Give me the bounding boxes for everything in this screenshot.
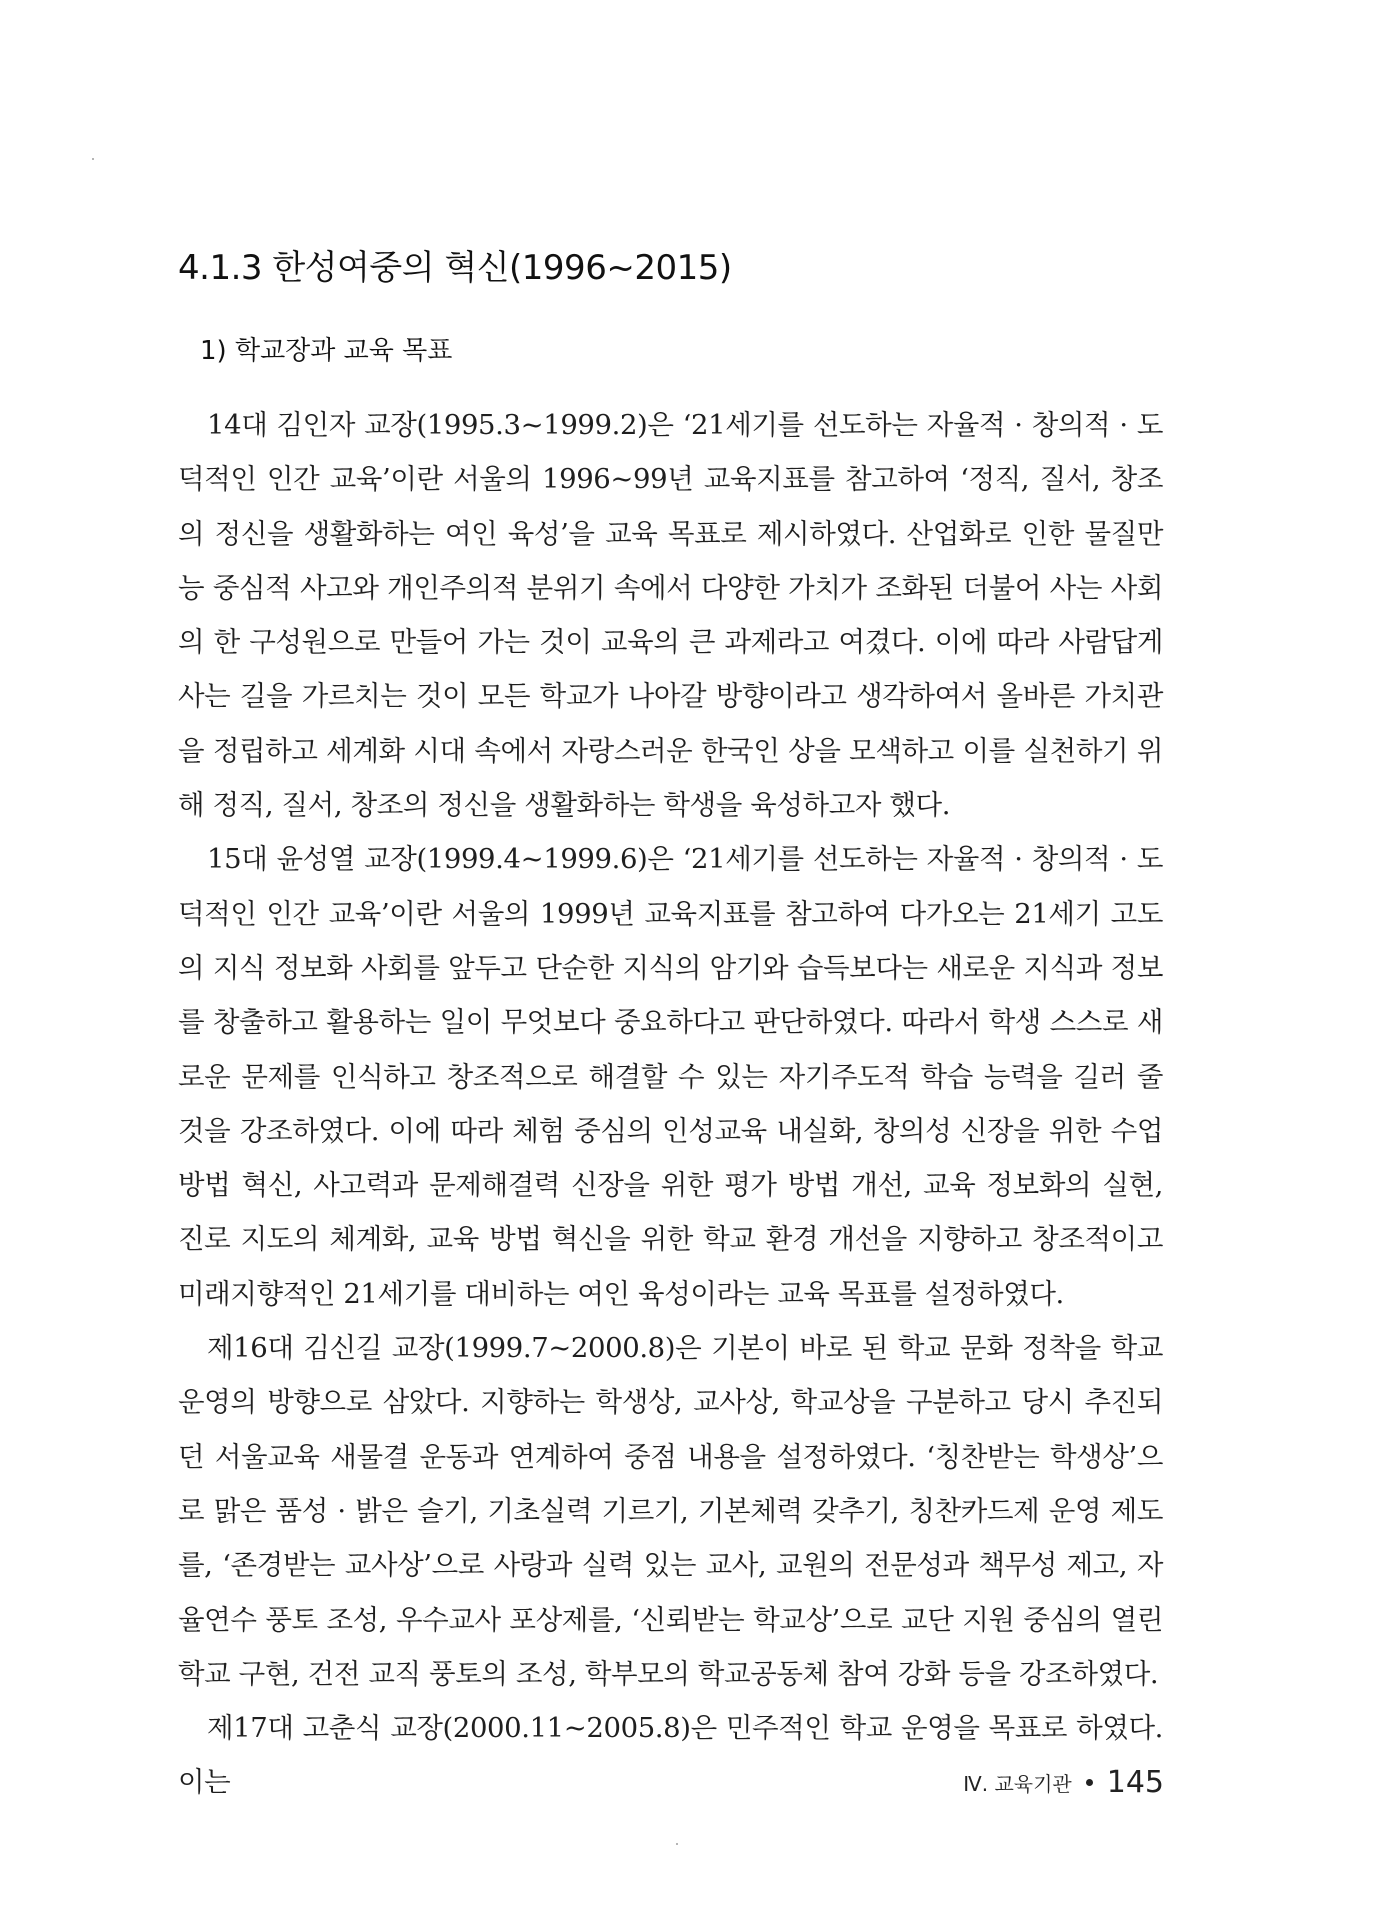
paragraph-principal-16: 제16대 김신길 교장(1999.7~2000.8)은 기본이 바로 된 학교 문화 정착을 학교 운영의 방향으로 삼았다. 지향하는 학생상, 교사상, 학교상을 구분하고 당시 추진되던 서울교육 새물결 운동과 연계하여 중점 내용을 설정하였다. ‘칭찬받는 학생상’으로 맑은 품성 · 밝은 슬기, 기초실력 기르기, 기본체력 갖추기, 칭찬카드제 운영 제도를, ‘존경받는 교사상’으로 사랑과 실력 있는 교사, 교원의 전문성과 책무성 제고, 자율연수 풍토 조성, 우수교사 포상제를, ‘신뢰받는 학교상’으로 교단 지원 중심의 열린 학교 구현, 건전 교직 풍토의 조성, 학부모의 학교공동체 참여 강화 등을 강조하였다. [178, 1332, 1163, 1690]
footer-chapter: Ⅳ. 교육기관 [963, 1772, 1072, 1796]
page-footer [963, 1765, 1164, 1800]
body-text [178, 398, 1163, 1810]
paragraph-principal-15: 15대 윤성열 교장(1999.4~1999.6)은 ‘21세기를 선도하는 자율적 · 창의적 · 도덕적인 인간 교육’이란 서울의 1999년 교육지표를 참고하여 다가오는 21세기 고도의 지식 정보화 사회를 앞두고 단순한 지식의 암기와 습득보다는 새로운 지식과 정보를 창출하고 활용하는 일이 무엇보다 중요하다고 판단하였다. 따라서 학생 스스로 새로운 문제를 인식하고 창조적으로 해결할 수 있는 자기주도적 학습 능력을 길러 줄 것을 강조하였다. 이에 따라 체험 중심의 인성교육 내실화, 창의성 신장을 위한 수업 방법 혁신, 사고력과 문제해결력 신장을 위한 평가 방법 개선, 교육 정보화의 실현, 진로 지도의 체계화, 교육 방법 혁신을 위한 학교 환경 개선을 지향하고 창조적이고 미래지향적인 21세기를 대비하는 여인 육성이라는 교육 목표를 설정하였다. [178, 843, 1163, 1310]
paragraph-principal-17: 제17대 고춘식 교장(2000.11~2005.8)은 민주적인 학교 운영을 목표로 하였다. 이는 [178, 1712, 1163, 1799]
subsection-title: 1) 학교장과 교육 목표 [200, 336, 453, 366]
page-number: 145 [1106, 1765, 1164, 1800]
paragraph-principal-14: 14대 김인자 교장(1995.3~1999.2)은 ‘21세기를 선도하는 자율적 · 창의적 · 도덕적인 인간 교육’이란 서울의 1996~99년 교육지표를 참고하여 ‘정직, 질서, 창조의 정신을 생활화하는 여인 육성’을 교육 목표로 제시하였다. 산업화로 인한 물질만능 중심적 사고와 개인주의적 분위기 속에서 다양한 가치가 조화된 더불어 사는 사회의 한 구성원으로 만들어 가는 것이 교육의 큰 과제라고 여겼다. 이에 따라 사람답게 사는 길을 가르치는 것이 모든 학교가 나아갈 방향이라고 생각하여서 올바른 가치관을 정립하고 세계화 시대 속에서 자랑스러운 한국인 상을 모색하고 이를 실천하기 위해 정직, 질서, 창조의 정신을 생활화하는 학생을 육성하고자 했다. [178, 409, 1163, 822]
section-title: 4.1.3 한성여중의 혁신(1996~2015) [178, 248, 732, 288]
bullet-icon [1086, 1779, 1093, 1786]
scan-speck [676, 1843, 678, 1845]
scan-speck [92, 158, 94, 160]
